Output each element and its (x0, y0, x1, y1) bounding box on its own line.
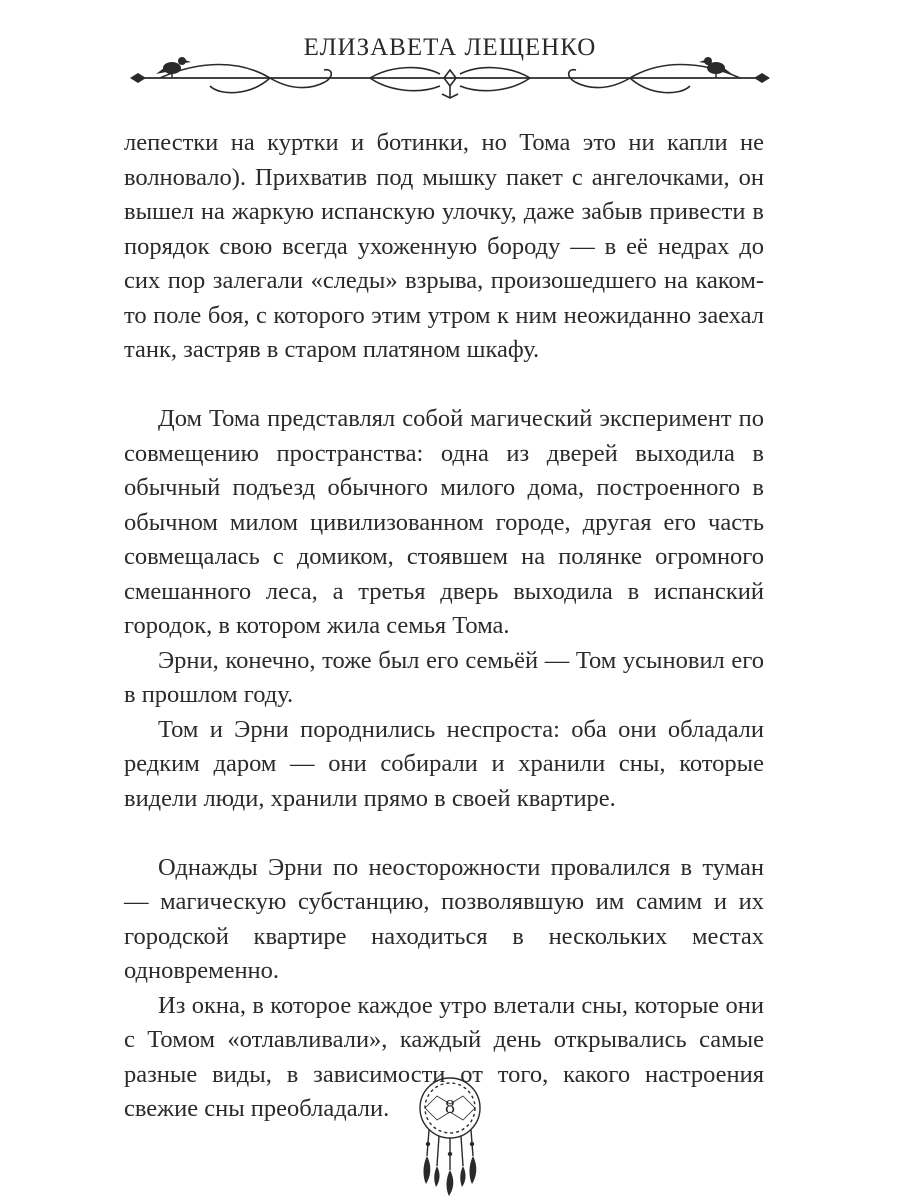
right-raven-icon (699, 57, 732, 78)
paragraph: лепестки на куртки и ботинки, но Тома это ни капли не волновало). Прихватив под мышку пакет с ангелочками, он вышел на жаркую испанскую улочку, даже забыв привести в порядок свою всегда ухоженную бороду — в её недрах до сих пор залегали «следы» взрыва, произошедшего на каком-то поле боя, с которого этим утром к ним неожиданно заехал танк, застряв в старом платяном шкафу. (124, 129, 764, 363)
left-raven-icon (156, 57, 191, 78)
page-body (124, 126, 764, 1127)
header-ornament (120, 50, 780, 106)
page-number: 8 (445, 1096, 455, 1118)
dreamcatcher-icon (395, 1074, 505, 1200)
paragraph: Однажды Эрни по неосторожности провалился в туман — магическую субстанцию, позволявшую им самим и их городской квартире находиться в нескольких местах одновременно. (124, 853, 764, 984)
paragraph: Дом Тома представлял собой магический эксперимент по совмещению пространства: одна из дверей выходила в обычный подъезд обычного милого дома, построенного в обычном милом цивилизованном городе, другая его часть совмещалась с домиком, стоявшем на полянке огромного смешанного леса, а третья дверь выходила в испанский городок, в котором жила семья Тома. (124, 405, 764, 639)
page-header (0, 0, 900, 110)
author-name: ЕЛИЗАВЕТА ЛЕЩЕНКО (303, 34, 597, 61)
paragraph: Из окна, в которое каждое утро влетали сны, которые они с Томом «отлавливали», каждый день открывались самые разные виды, в зависимости от того, какого настроения свежие сны преобладали. (124, 991, 764, 1122)
page-footer (395, 1074, 505, 1200)
paragraph: Эрни, конечно, тоже был его семьёй — Том усыновил его в прошлом году. (124, 646, 764, 708)
paragraph: Том и Эрни породнились неспроста: оба они обладали редким даром — они собирали и хранили сны, которые видели люди, хранили прямо в своей квартире. (124, 715, 764, 812)
